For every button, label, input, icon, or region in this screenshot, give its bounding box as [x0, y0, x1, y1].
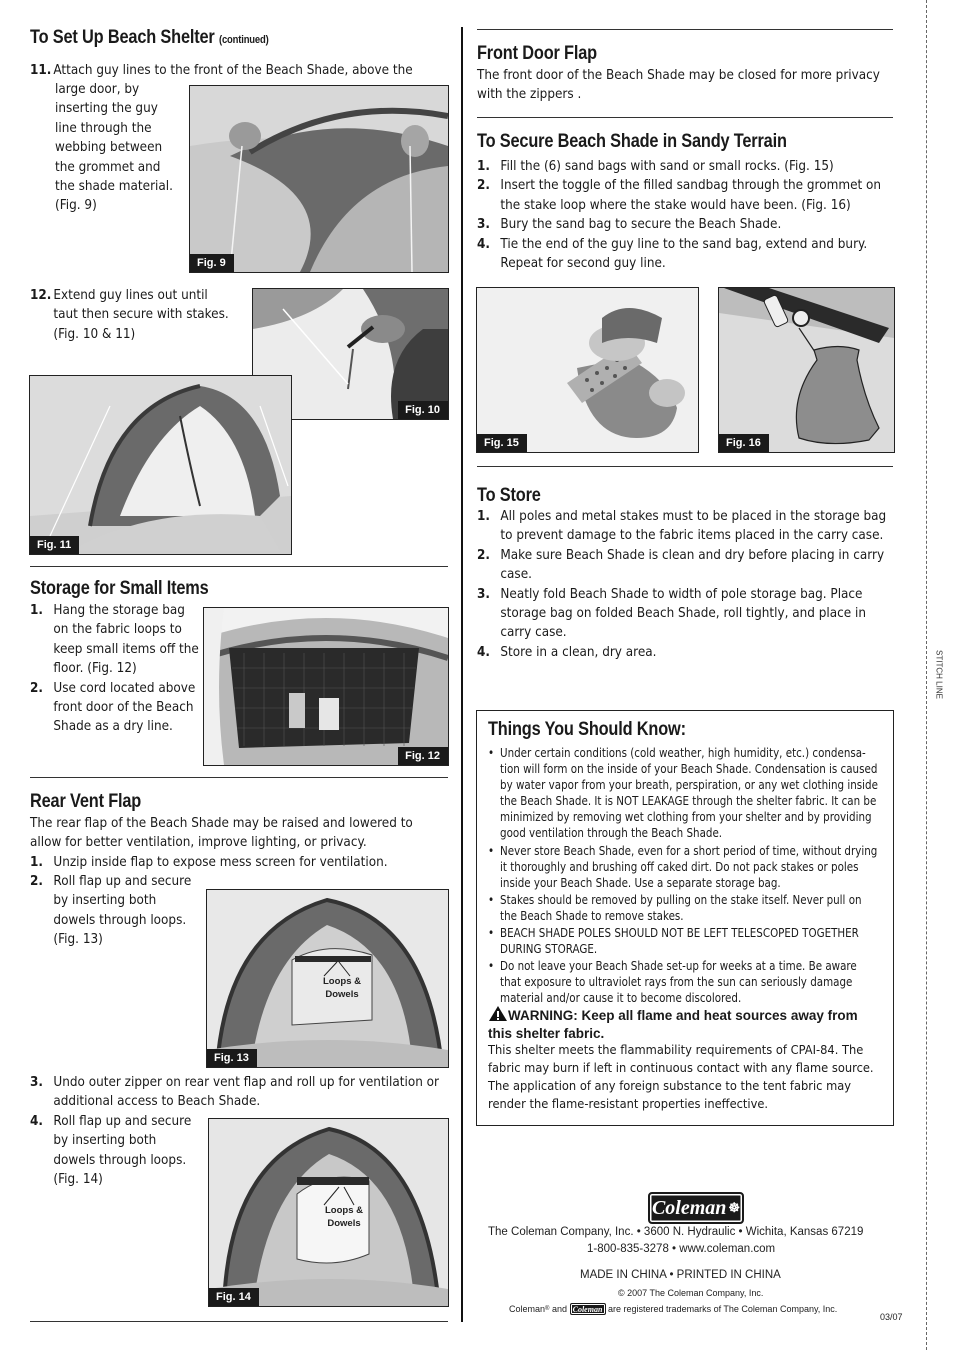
step-text: Neatly fold Beach Shade to width of pole storage bag. Place storage bag on folded Beach Shade, roll tightly, and place in carry case. — [500, 586, 867, 641]
step-number: 1. — [477, 159, 490, 174]
list-item: • BEACH SHADE POLES SHOULD NOT BE LEFT TELESCOPED TOGETHER DURING STORAGE. — [488, 925, 880, 957]
divider — [30, 777, 448, 778]
step-text: Insert the toggle of the filled sandbag through the grommet on the stake loop where the stake would have been. (Fig. 16) — [500, 178, 882, 213]
fig-9-label: Fig. 9 — [190, 254, 234, 272]
things-to-know-box — [476, 710, 894, 1126]
fig-13-photo — [206, 889, 449, 1068]
rear-title: Rear Vent Flap — [30, 791, 142, 812]
flame-warning: WARNING: Keep all flame and heat sources away from this shelter fabric. — [488, 1005, 868, 1043]
company-address: The Coleman Company, Inc. • 3600 N. Hydraulic • Wichita, Kansas 67219 — [488, 1226, 864, 1238]
list-item: • Never store Beach Shade, even for a short period of time, without drying it thoroughly and brushing off caked dirt. Do not pack stakes or poles inside your Beach Shade. Use a separate storage bag. — [488, 843, 880, 891]
fig-14-photo — [208, 1118, 449, 1307]
store-steps — [477, 507, 939, 662]
step-text: Bury the sand bag to secure the Beach Shade. — [500, 217, 782, 233]
fig-14-label: Fig. 14 — [209, 1288, 259, 1306]
things-to-know-list — [488, 745, 882, 1008]
rear-step-2 — [30, 872, 220, 950]
rear-step-3 — [30, 1073, 500, 1112]
divider — [30, 566, 448, 567]
step-number: 11. — [30, 63, 52, 78]
print-date: 03/07 — [880, 1312, 903, 1322]
list-item: • Stakes should be removed by pulling on the stake itself. Never pull on the Beach Shade to remove stakes. — [488, 892, 880, 924]
step-number: 3. — [477, 217, 490, 233]
fig-12-label: Fig. 12 — [398, 747, 448, 765]
step-number: 2. — [477, 178, 490, 194]
step-number: 3. — [30, 1075, 43, 1090]
step-number: 4. — [477, 644, 490, 660]
list-item — [477, 235, 893, 274]
column-divider — [461, 27, 463, 1322]
step-number: 4. — [30, 1114, 43, 1129]
list-item — [477, 215, 893, 234]
stitch-label: STITCH LINE — [934, 650, 944, 699]
step-number: 4. — [477, 236, 490, 252]
fig-12-photo — [203, 607, 449, 766]
rear-step-4 — [30, 1112, 220, 1190]
divider — [477, 466, 893, 467]
copyright: © 2007 The Coleman Company, Inc. — [618, 1288, 764, 1298]
step-text: Tie the end of the guy line to the sand bag, extend and bury. Repeat for second guy line. — [500, 236, 868, 272]
step-text: Use cord located above front door of the Beach Shade as a dry line. — [53, 680, 196, 735]
loops-dowels-callout: Loops & Dowels — [325, 1205, 363, 1229]
list-item: • Do not leave your Beach Shade set-up for weeks at a time. Be aware that exposure to ultraviolet rays from the sun can seriously damage material and/or cause it to become discolored. — [488, 958, 880, 1006]
fig-9-photo — [189, 85, 449, 273]
store-title: To Store — [477, 485, 541, 506]
stitch-label-wrap — [934, 640, 943, 710]
step-text: Hang the storage bag on the fabric loops to keep small items off the floor. (Fig. 12) — [53, 603, 199, 677]
trademark-line — [509, 1303, 837, 1315]
trademark-and: and — [551, 1304, 567, 1314]
things-to-know-title: Things You Should Know: — [488, 719, 686, 740]
list-item — [477, 585, 893, 643]
made-in: MADE IN CHINA • PRINTED IN CHINA — [580, 1269, 781, 1281]
front-door-title: Front Door Flap — [477, 43, 597, 64]
divider — [30, 1321, 448, 1322]
sandy-title: To Secure Beach Shade in Sandy Terrain — [477, 131, 787, 152]
coleman-logo: Coleman ☸ — [648, 1192, 744, 1224]
list-item — [477, 507, 893, 546]
list-item — [477, 643, 893, 662]
company-contact: 1-800-835-3278 • www.coleman.com — [587, 1243, 776, 1255]
step-text: Fill the (6) sand bags with sand or small rocks. (Fig. 15) — [500, 159, 834, 174]
setup-title: To Set Up Beach Shelter (continued) — [30, 27, 269, 48]
step-number: 3. — [477, 586, 490, 602]
step-number: 2. — [30, 874, 43, 889]
list-item — [477, 176, 893, 215]
fig-16-illustration — [718, 287, 895, 453]
step-number: 2. — [30, 680, 43, 696]
setup-step-12 — [30, 286, 258, 344]
step-number: 1. — [30, 855, 43, 870]
rear-step-1 — [30, 853, 470, 872]
storage-title: Storage for Small Items — [30, 578, 209, 599]
step-text: Unzip inside flap to expose mess screen for ventilation. — [53, 855, 388, 870]
fig-16-label: Fig. 16 — [719, 434, 769, 452]
sandy-steps — [477, 157, 939, 273]
step-number: 2. — [477, 547, 490, 563]
setup-step-11-continued: large door, by inserting the guy line through the webbing between the grommet and the shade material. (Fig. 9) — [55, 82, 173, 214]
step-number: 12. — [30, 288, 52, 303]
step-text: Undo outer zipper on rear vent flap and roll up for ventilation or additional access to Beach Shade. — [53, 1075, 439, 1110]
warning-icon — [488, 1005, 508, 1022]
list-item — [477, 157, 893, 176]
step-text: Attach guy lines to the front of the Beach Shade, above the — [53, 63, 413, 78]
fig-15-label: Fig. 15 — [477, 434, 527, 452]
step-text: Make sure Beach Shade is clean and dry before placing in carry case. — [500, 547, 885, 583]
step-number: 1. — [477, 509, 490, 524]
storage-steps — [30, 601, 220, 737]
step-text: Extend guy lines out until taut then secure with stakes. (Fig. 10 & 11) — [53, 288, 229, 342]
continued-note: (continued) — [218, 34, 269, 46]
trademark-brand: Coleman — [509, 1304, 546, 1314]
loops-dowels-callout: Loops & Dowels — [323, 976, 361, 1000]
list-item: • Under certain conditions (cold weather, high humidity, etc.) condensa-tion will form on the inside of your Beach Shade. Condensation is caused by water vapor from your breath, perspiration, or any wet clothing inside the Beach Shade. It is NOT LEAKAGE through the shelter fabric. It can be minimized by removing wet clothing from your shelter and by providing good ventilation through the Beach Shade. — [488, 745, 880, 842]
fig-15-photo — [476, 287, 699, 453]
step-text: All poles and metal stakes must to be placed in the storage bag to prevent damage to the fabric items placed in the carry case. — [500, 509, 887, 544]
divider — [477, 29, 893, 30]
stitch-line — [926, 0, 927, 1350]
list-item — [477, 546, 893, 585]
rear-intro: The rear flap of the Beach Shade may be raised and lowered to allow for better ventilation, improve lighting, or privacy. — [30, 816, 413, 851]
fig-13-label: Fig. 13 — [207, 1049, 257, 1067]
fig-10-label: Fig. 10 — [398, 401, 448, 419]
fig-11-photo — [29, 375, 292, 555]
setup-step-11 — [30, 61, 470, 80]
lantern-icon: ☸ — [728, 1200, 741, 1215]
list-item — [30, 601, 201, 679]
step-number: 1. — [30, 603, 43, 618]
divider — [477, 117, 893, 118]
list-item — [30, 679, 201, 737]
fig-11-label: Fig. 11 — [30, 536, 79, 554]
registered-mark: ® — [545, 1306, 550, 1312]
front-door-text: The front door of the Beach Shade may be closed for more privacy with the zippers . — [477, 68, 880, 103]
step-text: Roll flap up and secure by inserting both dowels through loops. (Fig. 13) — [53, 874, 192, 948]
step-text: Store in a clean, dry area. — [500, 644, 657, 660]
coleman-logo-small: Coleman — [570, 1303, 606, 1315]
flammability-text: This shelter meets the flammability requirements of CPAI-84. The fabric may burn if left in continuous contact with any flame source. The application of any foreign substance to the tent fabric may render the flame-resistant properties ineffective. — [488, 1042, 874, 1111]
step-text: Roll flap up and secure by inserting both dowels through loops. (Fig. 14) — [53, 1114, 192, 1188]
trademark-text: are registered trademarks of The Coleman Company, Inc. — [608, 1304, 838, 1314]
